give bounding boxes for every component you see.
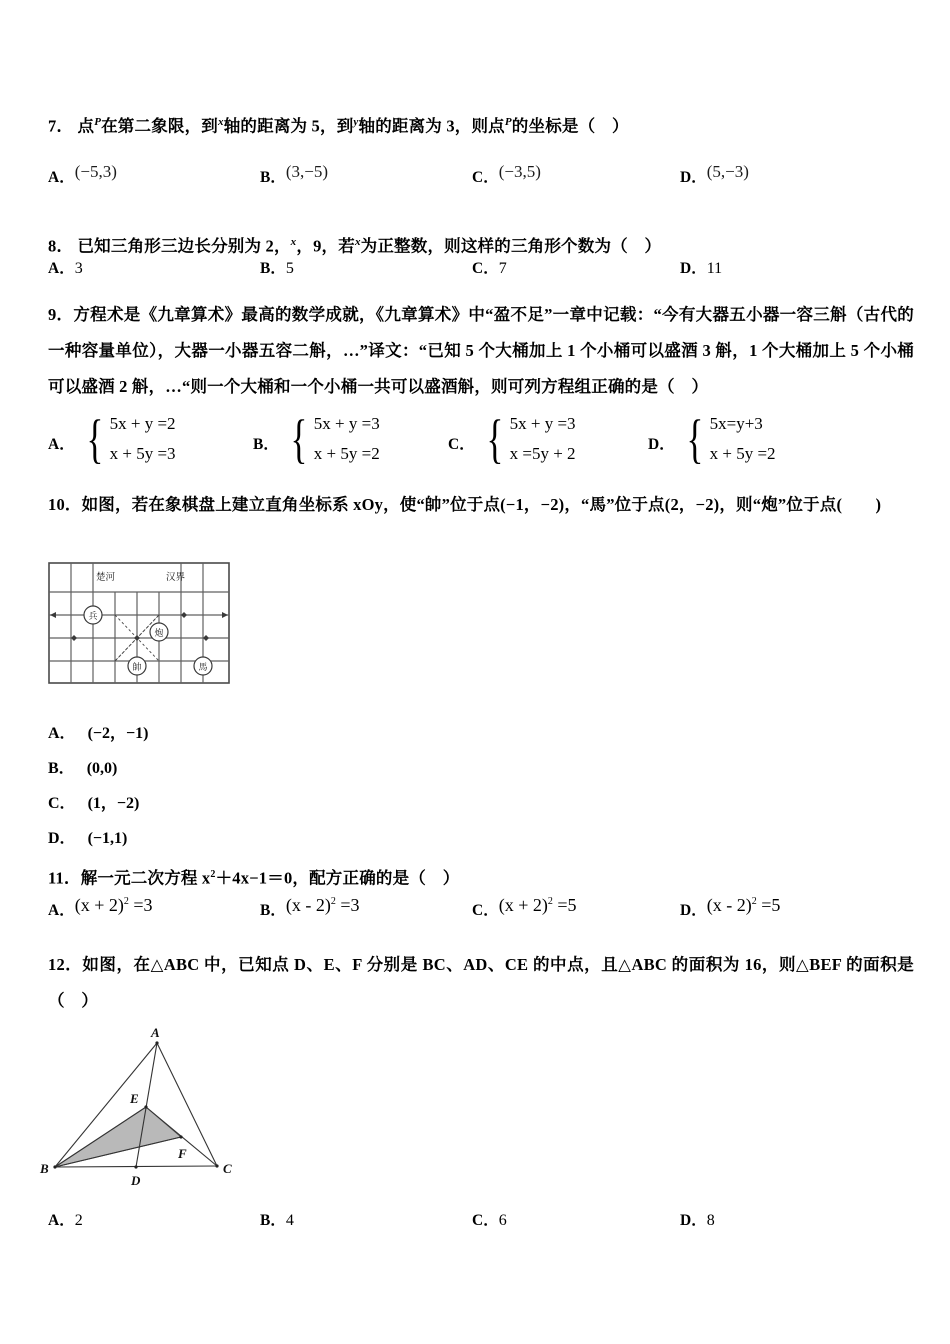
q9-b-eq1: 5x + y =3 bbox=[313, 414, 380, 433]
q10-option-d[interactable] bbox=[48, 825, 127, 848]
q10-option-b[interactable] bbox=[48, 755, 117, 778]
q12-option-a-value: 2 bbox=[74, 1212, 83, 1229]
q7-sup-x: x bbox=[218, 116, 224, 128]
chess-board-svg bbox=[48, 562, 230, 684]
label-D: D bbox=[131, 1173, 141, 1188]
question-9-number: 9． bbox=[48, 305, 74, 324]
q10-option-a[interactable] bbox=[48, 720, 148, 743]
q11-text-2: ＋4x−1＝0，配方正确的是（ ） bbox=[215, 868, 460, 888]
q7-option-a-label: A． bbox=[48, 169, 75, 186]
question-12-options bbox=[48, 1208, 914, 1242]
q12-option-d-label: D． bbox=[680, 1212, 707, 1229]
q7-option-b-value: (3,−5) bbox=[285, 162, 329, 181]
q7-option-c-value: (−3,5) bbox=[498, 162, 541, 181]
q11-b-rhs: =3 bbox=[340, 895, 360, 915]
question-7 bbox=[48, 104, 914, 145]
brace-icon: { bbox=[686, 409, 704, 469]
q10-option-b-label: B． bbox=[48, 760, 75, 777]
q8-option-b-value: 5 bbox=[285, 260, 294, 277]
label-A: A bbox=[151, 1025, 160, 1040]
q10-stem-text: 如图，若在象棋盘上建立直角坐标系 xOy，使“帥”位于点(−1，−2)，“馬”位于点(2，−2)，则“炮”位于点( ) bbox=[81, 495, 882, 514]
triangle-abc-svg bbox=[20, 1015, 250, 1190]
q11-option-d-label: D． bbox=[680, 902, 707, 919]
q12-stem-text: 如图，在△ABC 中，已知点 D、E、F 分别是 BC、AD、CE 的中点，且△ABC 的面积为 16，则△BEF 的面积是（ ） bbox=[48, 955, 914, 1010]
svg-text:帥: 帥 bbox=[132, 662, 142, 672]
q11-c-exp: 2 bbox=[547, 896, 553, 907]
svg-text:炮: 炮 bbox=[154, 628, 164, 638]
q10-option-d-value: (−1,1) bbox=[87, 830, 128, 847]
q8-option-a-label: A． bbox=[48, 260, 75, 277]
svg-text:兵: 兵 bbox=[88, 611, 98, 621]
q10-option-c-label: C． bbox=[48, 795, 76, 812]
q8-option-d-label: D． bbox=[680, 260, 707, 277]
q12-option-b[interactable] bbox=[260, 1208, 294, 1230]
q12-option-c-label: C． bbox=[472, 1212, 499, 1229]
q11-b-base: (x - 2) bbox=[285, 895, 331, 915]
q9-option-b[interactable] bbox=[253, 406, 380, 472]
q8-option-c[interactable] bbox=[472, 256, 507, 278]
q8-text-1: 已知三角形三边长分别为 2， bbox=[77, 236, 291, 256]
question-11-stem bbox=[48, 857, 914, 897]
q11-b-exp: 2 bbox=[330, 896, 336, 907]
question-12-stem bbox=[48, 947, 914, 1019]
q8-option-b[interactable] bbox=[260, 256, 294, 278]
q11-a-exp: 2 bbox=[123, 896, 129, 907]
q11-d-base: (x - 2) bbox=[706, 895, 752, 915]
q11-d-rhs: =5 bbox=[761, 895, 781, 915]
q8-option-a-value: 3 bbox=[74, 260, 83, 277]
q9-option-d-label: D． bbox=[648, 436, 675, 453]
q11-option-a[interactable] bbox=[48, 895, 153, 920]
q9-option-b-system bbox=[314, 409, 380, 469]
q11-c-rhs: =5 bbox=[557, 895, 577, 915]
q9-option-b-label: B． bbox=[253, 436, 279, 453]
q11-sup-2: 2 bbox=[210, 869, 216, 880]
q10-option-c-value: (1，−2) bbox=[87, 795, 140, 812]
q9-c-eq1: 5x + y =3 bbox=[509, 414, 576, 433]
piece-ma bbox=[194, 657, 212, 675]
q11-option-c-label: C． bbox=[472, 902, 499, 919]
q12-option-d[interactable] bbox=[680, 1208, 715, 1230]
q12-option-c-value: 6 bbox=[498, 1212, 507, 1229]
q7-option-b-label: B． bbox=[260, 169, 286, 186]
q9-option-a-label: A． bbox=[48, 436, 75, 453]
q9-a-eq1: 5x + y =2 bbox=[109, 414, 176, 433]
label-E: E bbox=[130, 1091, 139, 1106]
question-12-number: 12． bbox=[48, 955, 83, 974]
q9-option-d[interactable] bbox=[648, 406, 776, 472]
q7-option-c-label: C． bbox=[472, 169, 499, 186]
q7-option-d[interactable] bbox=[680, 162, 749, 187]
q9-option-c[interactable] bbox=[448, 406, 576, 472]
label-B: B bbox=[40, 1161, 49, 1176]
q8-option-d-value: 11 bbox=[706, 260, 723, 277]
q11-text-1: 解一元二次方程 x bbox=[80, 868, 211, 888]
question-11-options bbox=[48, 895, 914, 932]
q7-sup-p-2: P bbox=[504, 116, 512, 128]
piece-pao bbox=[150, 623, 168, 641]
q7-sup-y: y bbox=[353, 116, 359, 128]
q10-option-b-value: (0,0) bbox=[86, 760, 118, 777]
q10-option-c[interactable] bbox=[48, 790, 139, 813]
q12-option-b-label: B． bbox=[260, 1212, 286, 1229]
chess-board-figure bbox=[48, 562, 230, 689]
question-7-options bbox=[48, 162, 914, 199]
q11-option-b-label: B． bbox=[260, 902, 286, 919]
q9-option-a[interactable] bbox=[48, 406, 176, 472]
q8-option-c-value: 7 bbox=[498, 260, 507, 277]
river-label-right: 汉界 bbox=[166, 573, 186, 583]
question-9-options bbox=[48, 406, 914, 476]
q9-option-c-system bbox=[510, 409, 576, 469]
piece-bing bbox=[84, 606, 102, 624]
q10-option-d-label: D． bbox=[48, 830, 76, 847]
q11-a-rhs: =3 bbox=[133, 895, 153, 915]
q9-option-c-label: C． bbox=[448, 436, 475, 453]
q8-text-2: ，9，若 bbox=[296, 236, 355, 256]
q11-d-exp: 2 bbox=[751, 896, 757, 907]
q8-option-c-label: C． bbox=[472, 260, 499, 277]
q8-option-a[interactable] bbox=[48, 256, 83, 278]
q9-option-d-system bbox=[710, 409, 776, 469]
q8-option-d[interactable] bbox=[680, 256, 722, 278]
question-9-stem bbox=[48, 297, 914, 405]
q7-option-c[interactable] bbox=[472, 162, 541, 187]
q8-option-b-label: B． bbox=[260, 260, 286, 277]
q8-sup-x-2: x bbox=[354, 236, 361, 248]
q7-text-5: 的坐标是（ ） bbox=[511, 116, 629, 136]
q11-option-c[interactable] bbox=[472, 895, 577, 920]
question-10-stem bbox=[48, 487, 914, 523]
triangle-figure bbox=[20, 1015, 250, 1195]
q8-sup-x-1: x bbox=[290, 236, 297, 248]
q12-option-c[interactable] bbox=[472, 1208, 507, 1230]
brace-icon: { bbox=[86, 409, 104, 469]
q9-stem-text: 方程术是《九章算术》最高的数学成就，《九章算术》中“盈不足”一章中记载：“今有大器五小器一容三斛（古代的一种容量单位），大器一小器五容二斛，…”译文：“已知 5 个大桶加上 1 个小桶可以盛酒 3 斛，1 个大桶加上 5 个小桶可以盛酒 2 斛，…“则一个大桶和一个小桶一共可以盛酒斛，则可列方程组正确的是（ ） bbox=[48, 305, 914, 396]
q9-c-eq2: x =5y + 2 bbox=[509, 444, 576, 463]
q7-option-d-value: (5,−3) bbox=[706, 162, 749, 181]
label-F: F bbox=[178, 1146, 187, 1161]
q11-option-b[interactable] bbox=[260, 895, 360, 920]
q12-option-a-label: A． bbox=[48, 1212, 75, 1229]
q9-option-a-system bbox=[110, 409, 176, 469]
q7-text-3: 轴的距离为 5，到 bbox=[223, 116, 354, 136]
q9-b-eq2: x + 5y =2 bbox=[313, 444, 380, 463]
question-10 bbox=[48, 487, 914, 523]
q10-option-a-label: A． bbox=[48, 725, 76, 742]
q7-text-2: 在第二象限，到 bbox=[101, 116, 219, 136]
q12-option-b-value: 4 bbox=[285, 1212, 294, 1229]
question-8-number: 8． bbox=[48, 236, 74, 256]
q7-text-1: 点 bbox=[77, 116, 95, 136]
question-9 bbox=[48, 297, 914, 405]
q8-text-3: 为正整数，则这样的三角形个数为（ ） bbox=[360, 236, 662, 256]
q7-option-a[interactable] bbox=[48, 162, 117, 187]
question-7-stem bbox=[48, 104, 914, 145]
question-10-number: 10． bbox=[48, 495, 82, 514]
label-C: C bbox=[223, 1161, 232, 1176]
question-12 bbox=[48, 947, 914, 1019]
q7-option-b[interactable] bbox=[260, 162, 329, 187]
q11-option-a-label: A． bbox=[48, 902, 75, 919]
q7-option-a-value: (−5,3) bbox=[74, 162, 117, 181]
piece-shuai bbox=[128, 657, 146, 675]
q7-text-4: 轴的距离为 3，则点 bbox=[358, 116, 505, 136]
q7-option-d-label: D． bbox=[680, 169, 707, 186]
q10-option-a-value: (−2，−1) bbox=[87, 725, 149, 742]
q11-c-base: (x + 2) bbox=[498, 895, 548, 915]
q12-option-a[interactable] bbox=[48, 1208, 83, 1230]
q7-sup-p-1: P bbox=[94, 116, 102, 128]
question-7-number: 7． bbox=[48, 116, 74, 136]
q9-d-eq1: 5x=y+3 bbox=[709, 414, 763, 433]
q11-option-d[interactable] bbox=[680, 895, 781, 920]
river-label-left: 楚河 bbox=[96, 573, 116, 583]
q9-a-eq2: x + 5y =3 bbox=[109, 444, 176, 463]
question-11 bbox=[48, 857, 914, 897]
q12-option-d-value: 8 bbox=[706, 1212, 715, 1229]
q11-a-base: (x + 2) bbox=[74, 895, 124, 915]
svg-text:馬: 馬 bbox=[198, 662, 208, 672]
question-8-options bbox=[48, 256, 914, 290]
question-11-number: 11． bbox=[48, 868, 81, 888]
brace-icon: { bbox=[486, 409, 504, 469]
q9-d-eq2: x + 5y =2 bbox=[709, 444, 776, 463]
brace-icon: { bbox=[290, 409, 308, 469]
